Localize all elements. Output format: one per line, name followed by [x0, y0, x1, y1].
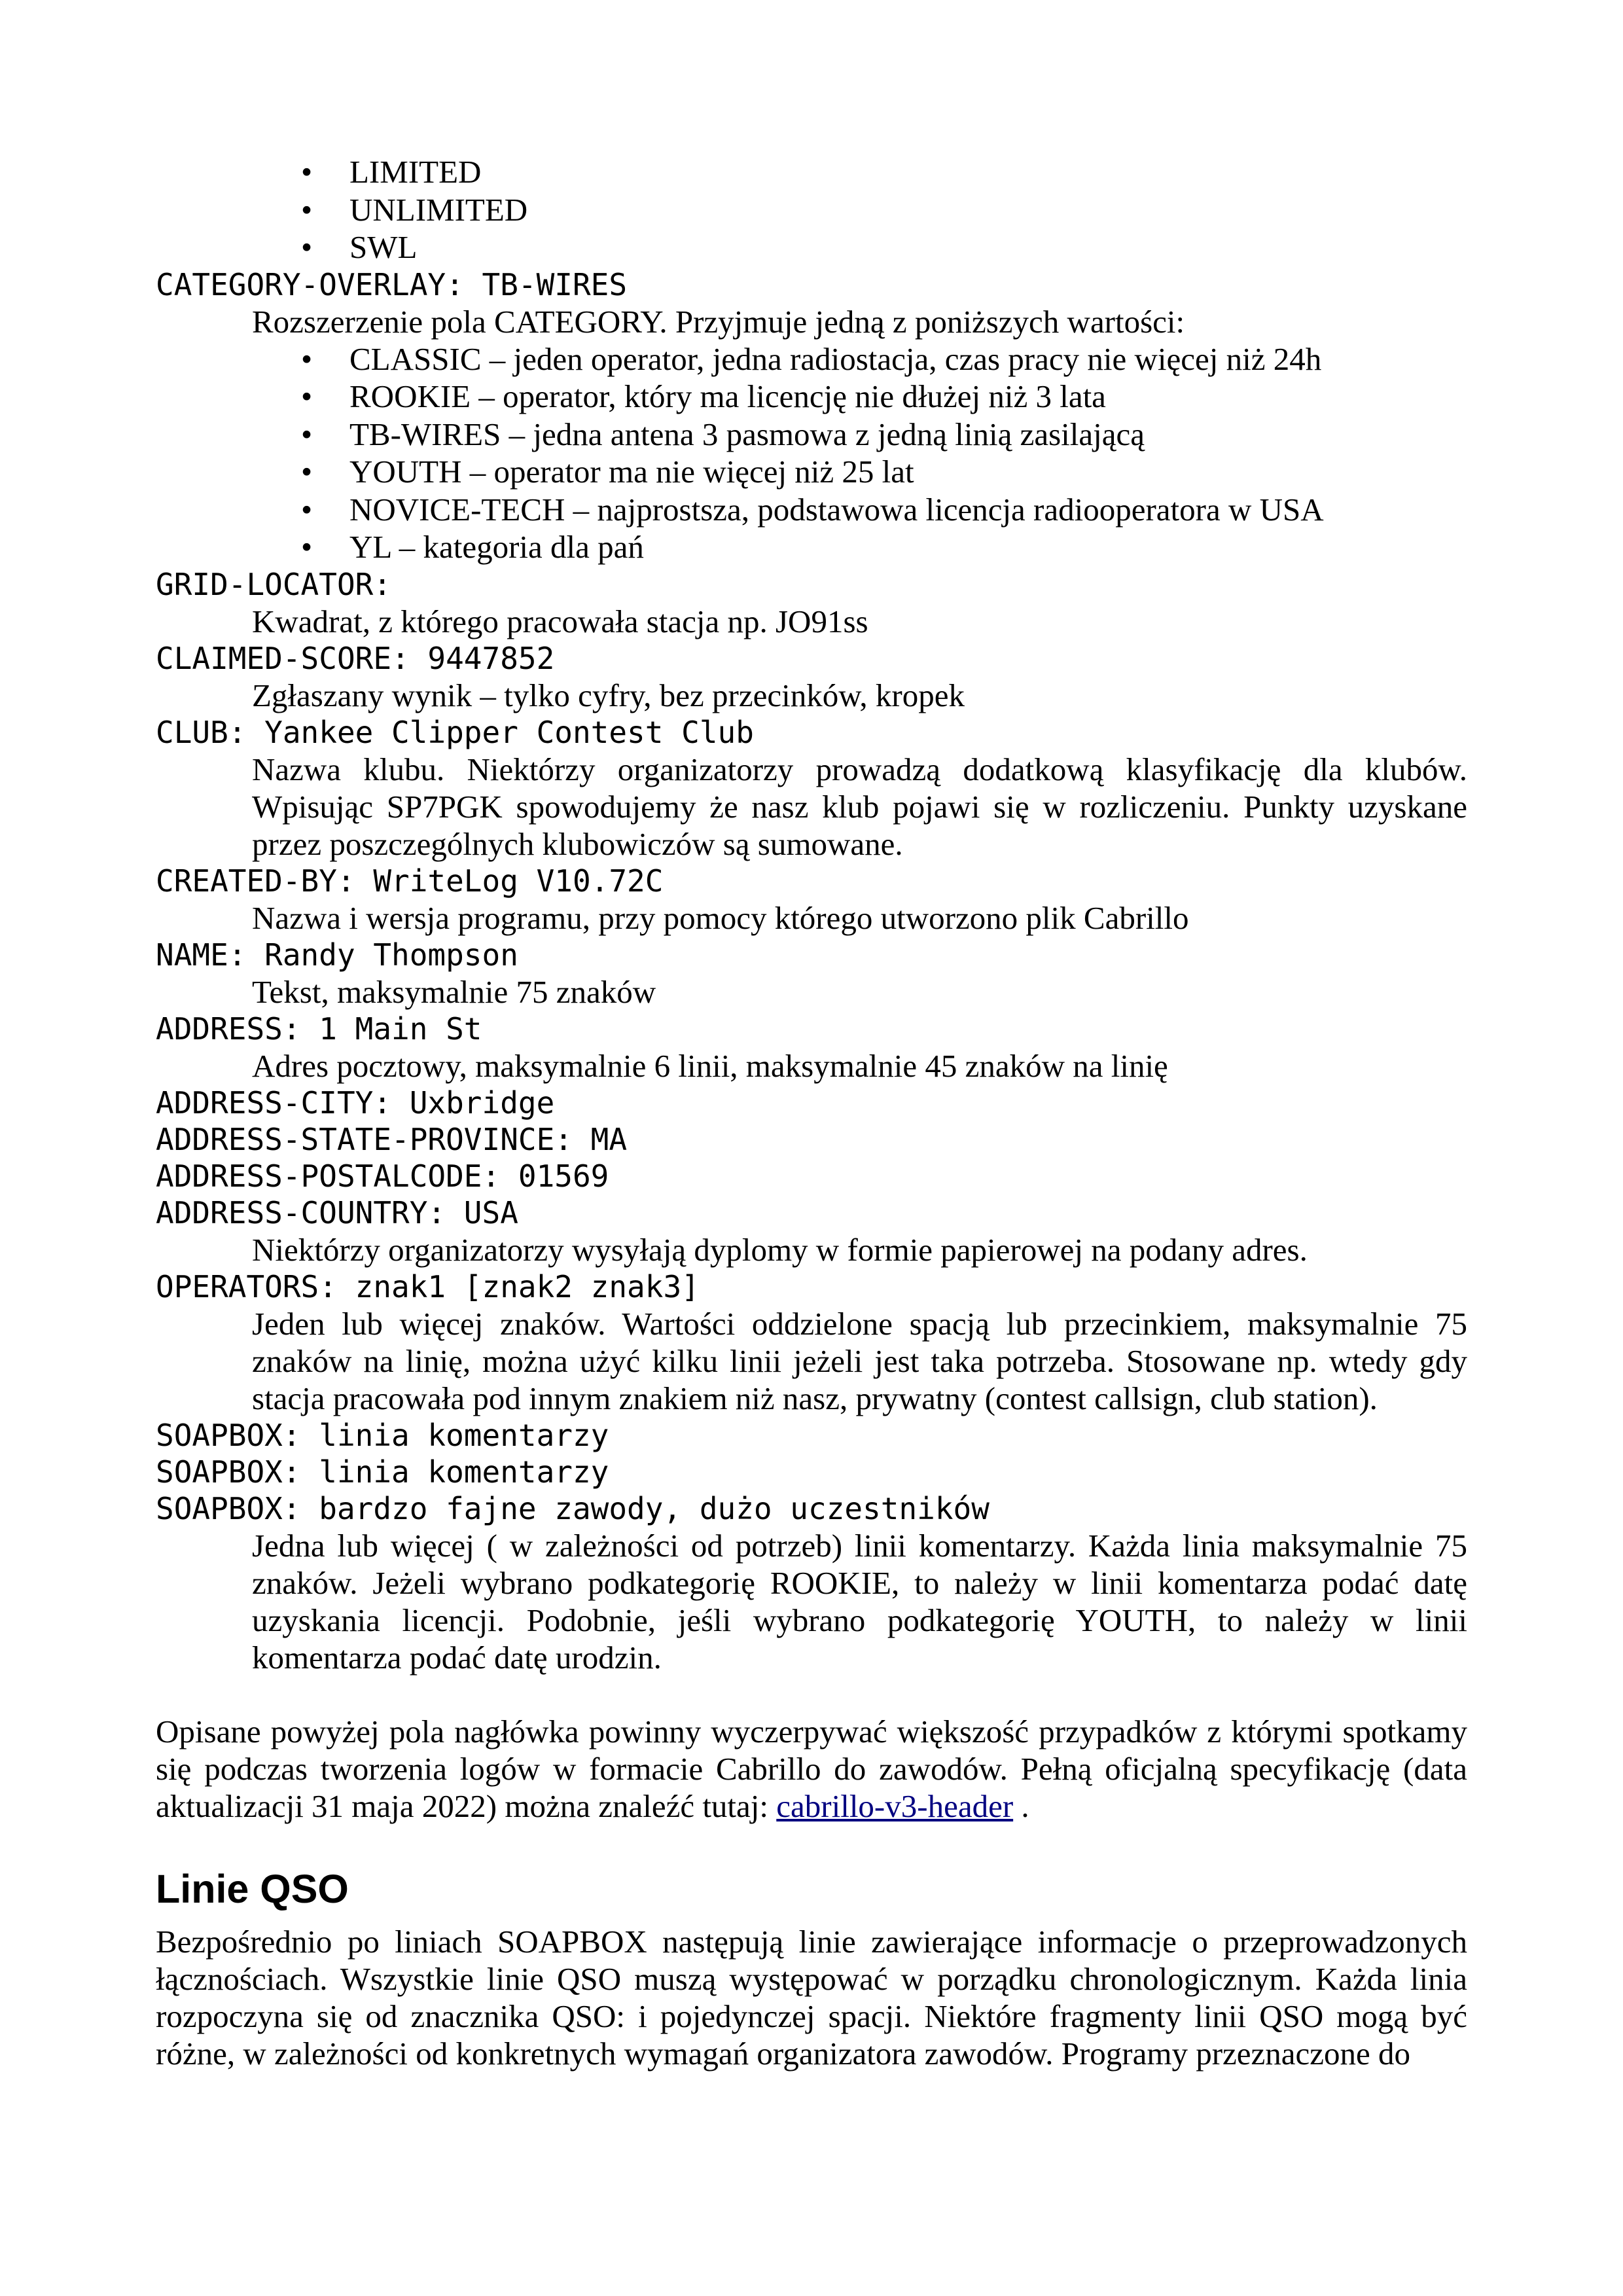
address-description: Adres pocztowy, maksymalnie 6 linii, maksymalnie 45 znaków na linię: [252, 1047, 1168, 1084]
category-overlay-code: CATEGORY-OVERLAY: TB-WIRES: [156, 266, 628, 302]
grid-locator-code: GRID-LOCATOR:: [156, 566, 392, 602]
claimed-score-code: CLAIMED-SCORE: 9447852: [156, 640, 555, 676]
list-item: • YOUTH – operator ma nie więcej niż 25 lat: [301, 453, 1467, 491]
category-power-list: [301, 153, 1467, 266]
soapbox-code: SOAPBOX: linia komentarzy: [156, 1454, 609, 1490]
soapbox-code: SOAPBOX: linia komentarzy: [156, 1417, 609, 1453]
address-postalcode-code: ADDRESS-POSTALCODE: 01569: [156, 1158, 609, 1194]
spacer: [156, 1825, 1467, 1864]
name-code: NAME: Randy Thompson: [156, 937, 518, 973]
name-description: Tekst, maksymalnie 75 znaków: [252, 973, 656, 1010]
created-by-description: Nazwa i wersja programu, przy pomocy którego utworzono plik Cabrillo: [252, 899, 1189, 936]
list-item: • NOVICE-TECH – najprostsza, podstawowa licencja radiooperatora w USA: [301, 491, 1467, 529]
club-code: CLUB: Yankee Clipper Contest Club: [156, 714, 754, 750]
cabrillo-header-link[interactable]: cabrillo-v3-header: [776, 1787, 1014, 1824]
list-item: • TB-WIRES – jedna antena 3 pasmowa z jedną linią zasilającą: [301, 416, 1467, 454]
list-item: • UNLIMITED: [301, 191, 1467, 229]
address-country-code: ADDRESS-COUNTRY: USA: [156, 1194, 518, 1230]
address-city-code: ADDRESS-CITY: Uxbridge: [156, 1085, 555, 1121]
list-item: • ROOKIE – operator, który ma licencję nie dłużej niż 3 lata: [301, 378, 1467, 416]
claimed-score-description: Zgłaszany wynik – tylko cyfry, bez przecinków, kropek: [252, 677, 965, 713]
spacer: [156, 1676, 1467, 1713]
address-note: Niektórzy organizatorzy wysyłają dyplomy w formie papierowej na podany adres.: [252, 1231, 1308, 1268]
list-item: • LIMITED: [301, 153, 1467, 191]
category-overlay-list: [301, 340, 1467, 566]
summary-tail: .: [1013, 1787, 1029, 1824]
soapbox-description: Jedna lub więcej ( w zależności od potrzeb) linii komentarzy. Każda linia maksymalnie 75 znaków. Jeżeli wybrano podkategorię ROOKIE, to należy w linii komentarza podać datę uzyskania licencji. Podobnie, jeśli wybrano podkategorię YOUTH, to należy w linii komentarza podać datę urodzin.: [252, 1527, 1467, 1676]
summary-text: Opisane powyżej pola nagłówka powinny wyczerpywać większość przypadków z którymi spotkamy się podczas tworzenia logów w formacie Cabrillo do zawodów. Pełną oficjalną specyfikację (data aktualizacji 31 maja 2022) można znaleźć tutaj:: [156, 1713, 1467, 1824]
created-by-code: CREATED-BY: WriteLog V10.72C: [156, 863, 664, 899]
address-code: ADDRESS: 1 Main St: [156, 1011, 482, 1047]
list-item: • SWL: [301, 228, 1467, 266]
grid-locator-description: Kwadrat, z którego pracowała stacja np. JO91ss: [252, 603, 868, 639]
section-heading: Linie QSO: [156, 1866, 349, 1911]
operators-description: Jeden lub więcej znaków. Wartości oddzielone spacją lub przecinkiem, maksymalnie 75 znaków na linię, można użyć kilku linii jeżeli jest taka potrzeba. Stosowane np. wtedy gdy stacja pracowała pod innym znakiem niż nasz, prywatny (contest callsign, club station).: [252, 1305, 1467, 1416]
address-state-code: ADDRESS-STATE-PROVINCE: MA: [156, 1121, 628, 1157]
list-item: • YL – kategoria dla pań: [301, 528, 1467, 566]
soapbox-code: SOAPBOX: bardzo fajne zawody, dużo uczestników: [156, 1490, 990, 1526]
club-description: Nazwa klubu. Niektórzy organizatorzy prowadzą dodatkową klasyfikację dla klubów. Wpisując SP7PGK spowodujemy że nasz klub pojawi się w rozliczeniu. Punkty uzyskane przez poszczególnych klubowiczów są sumowane.: [252, 751, 1467, 862]
section-paragraph: Bezpośrednio po liniach SOAPBOX następują linie zawierające informacje o przeprowadzonych łącznościach. Wszystkie linie QSO muszą występować w porządku chronologicznym. Każda linia rozpoczyna się od znacznika QSO: i pojedynczej spacji. Niektóre fragmenty linii QSO mogą być różne, w zależności od konkretnych wymagań organizatora zawodów. Programy przeznaczone do: [156, 1923, 1467, 2072]
list-item: • CLASSIC – jeden operator, jedna radiostacja, czas pracy nie więcej niż 24h: [301, 340, 1467, 378]
page-content: [156, 153, 1467, 2072]
operators-code: OPERATORS: znak1 [znak2 znak3]: [156, 1268, 700, 1304]
summary-paragraph: [156, 1713, 1467, 1825]
category-overlay-description: Rozszerzenie pola CATEGORY. Przyjmuje jedną z poniższych wartości:: [252, 303, 1185, 340]
